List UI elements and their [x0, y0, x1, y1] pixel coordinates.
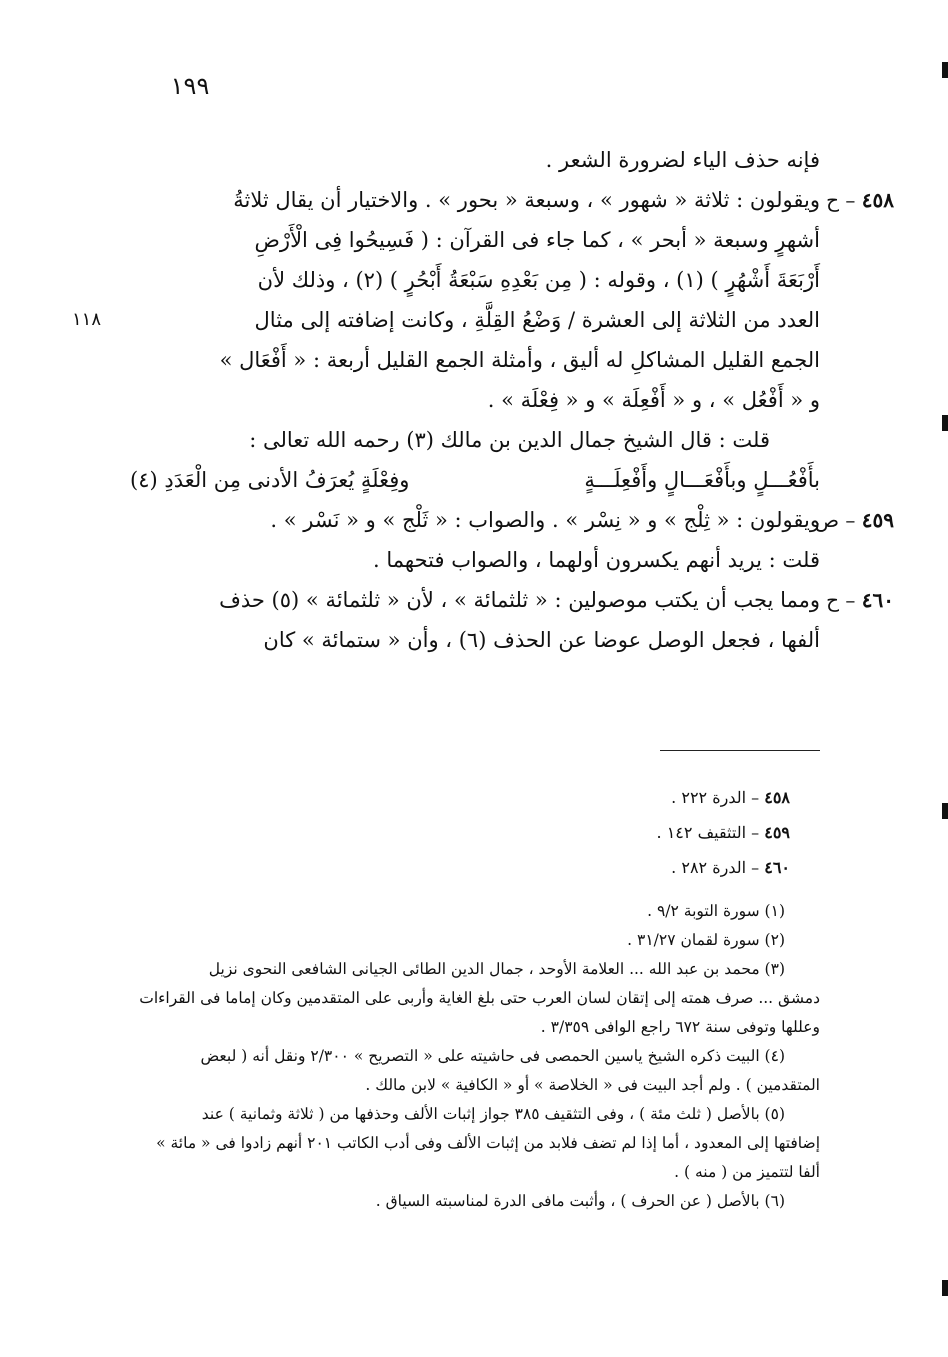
scan-edge-mark [942, 415, 948, 431]
footnote-3: (٣) محمد بن عبد الله ... العلامة الأوحد ، جمال الدين الطائى الجيانى الشافعى النحوى نزيل [208, 960, 785, 978]
text-line: ويقولون : « ثِلْج » و « نِسْر » . والصواب : « ثَلْج » و « نَسْر » . [270, 508, 820, 532]
page-number: ١٩٩ [170, 72, 210, 100]
scan-edge-mark [942, 62, 948, 78]
verse-second-hemistich: وفِعْلَةٍ يُعرَفُ الأدنى مِن الْعَدَدِ (٤) [130, 468, 410, 492]
text-line: أشهرٍ وسبعة « أبحر » ، كما جاء فى القرآن : ( فَسِيحُوا فِى الْأَرْضِ [254, 228, 820, 252]
scan-edge-mark [942, 803, 948, 819]
entry-number: ٤٦٠ [861, 588, 894, 612]
footnote-divider [660, 750, 820, 751]
text-line: ومما يجب أن يكتب موصولين : « ثلثمائة » ، لأن « ثلثمائة » (٥) حذف [219, 588, 820, 612]
entry-number: ٤٥٩ [861, 508, 894, 532]
intro-line: فإنه حذف الياء لضرورة الشعر . [545, 148, 820, 172]
source-ref: ٤٥٨ – الدرة ٢٢٢ . [671, 788, 790, 807]
entry-459 [130, 500, 894, 580]
entry-458 [72, 180, 894, 500]
source-ref: ٤٦٠ – الدرة ٢٨٢ . [671, 858, 790, 877]
entry-number: ٤٥٨ [861, 188, 894, 212]
text-line: العدد من الثلاثة إلى العشرة / وَضْعُ القِلَّةِ ، وكانت إضافته إلى مثال [254, 308, 820, 332]
footnote-1: (١) سورة التوبة ٩/٢ . [647, 902, 785, 920]
footnotes [130, 780, 820, 1216]
footnote-3-cont: وعللها وتوفى سنة ٦٧٢ راجع الوافى ٣/٣٥٩ . [540, 1018, 820, 1036]
footnote-4: (٤) البيت ذكره الشيخ ياسين الحمصى فى حاشيته على « التصريح » ٢/٣٠٠ ونقل أنه ( لبعض [200, 1047, 785, 1065]
text-line: ويقولون : ثلاثة « شهور » ، وسبعة « بحور » . والاختيار أن يقال ثلاثةُ [233, 188, 820, 212]
text-line: و « أَفْعُل » ، و « أَفْعِلَة » و « فِعْلَة » . [487, 388, 820, 412]
entry-tag: – ح [826, 188, 856, 212]
note-line: قلت : قال الشيخ جمال الدين بن مالك (٣) رحمه الله تعالى : [249, 428, 770, 452]
text-line: ألفها ، فجعل الوصل عوضا عن الحذف (٦) ، وأن « ستمائة » كان [263, 628, 820, 652]
verse-first-hemistich: بأَفْعُـــلٍ وبأَفْعَـــالٍ وأَفْعِلَـــةٍ [584, 468, 820, 492]
footnote-5-cont: إضافتها إلى المعدود ، أما إذا لم تضف فلابد من إثبات الألف وفى أدب الكاتب ٢٠١ أنهم زادوا فى « مائة » [156, 1134, 820, 1152]
scan-edge-mark [942, 1280, 948, 1296]
footnote-4-cont: المتقدمين ) . ولم أجد البيت فى « الخلاصة » أو « الكافية » لابن مالك . [365, 1076, 820, 1094]
footnote-2: (٢) سورة لقمان ٣١/٢٧ . [627, 931, 785, 949]
text-line: الجمع القليل المشاكلِ له أليق ، وأمثلة الجمع القليل أربعة : « أَفْعَال » [219, 348, 820, 372]
text-line-with-margin [72, 300, 820, 340]
margin-page-number: ١١٨ [72, 309, 102, 330]
poetry-verse [130, 460, 820, 500]
source-ref: ٤٥٩ – التثقيف ١٤٢ . [656, 823, 790, 842]
footnote-5: (٥) بالأصل ( ثلث مئة ) ، وفى التثقيف ٣٨٥ جواز إثبات الألف وحذفها من ( ثلاثة وثمانية ) عند [201, 1105, 785, 1123]
entry-tag: – ح [826, 588, 856, 612]
footnote-6: (٦) بالأصل ( عن الحرف ) ، وأثبت مافى الدرة لمناسبته السياق . [375, 1192, 785, 1210]
main-text [72, 140, 894, 660]
entry-tag: – ص [814, 508, 856, 532]
text-line: قلت : يريد أنهم يكسرون أولهما ، والصواب فتحهما . [373, 548, 820, 572]
entry-460 [130, 580, 894, 660]
text-line: أَرْبَعَةَ أَشْهُرٍ ) (١) ، وقوله : ( مِن بَعْدِهِ سَبْعَةُ أَبْحُرٍ ) (٢) ، وذلك لأن [257, 268, 820, 292]
footnote-3-cont: دمشق ... صرف همته إلى إتقان لسان العرب حتى بلغ الغاية وأربى على المتقدمين وكان إماما فى القراءات [139, 989, 820, 1007]
footnote-5-cont: ألفا لتتميز من ( منه ) . [674, 1163, 820, 1181]
